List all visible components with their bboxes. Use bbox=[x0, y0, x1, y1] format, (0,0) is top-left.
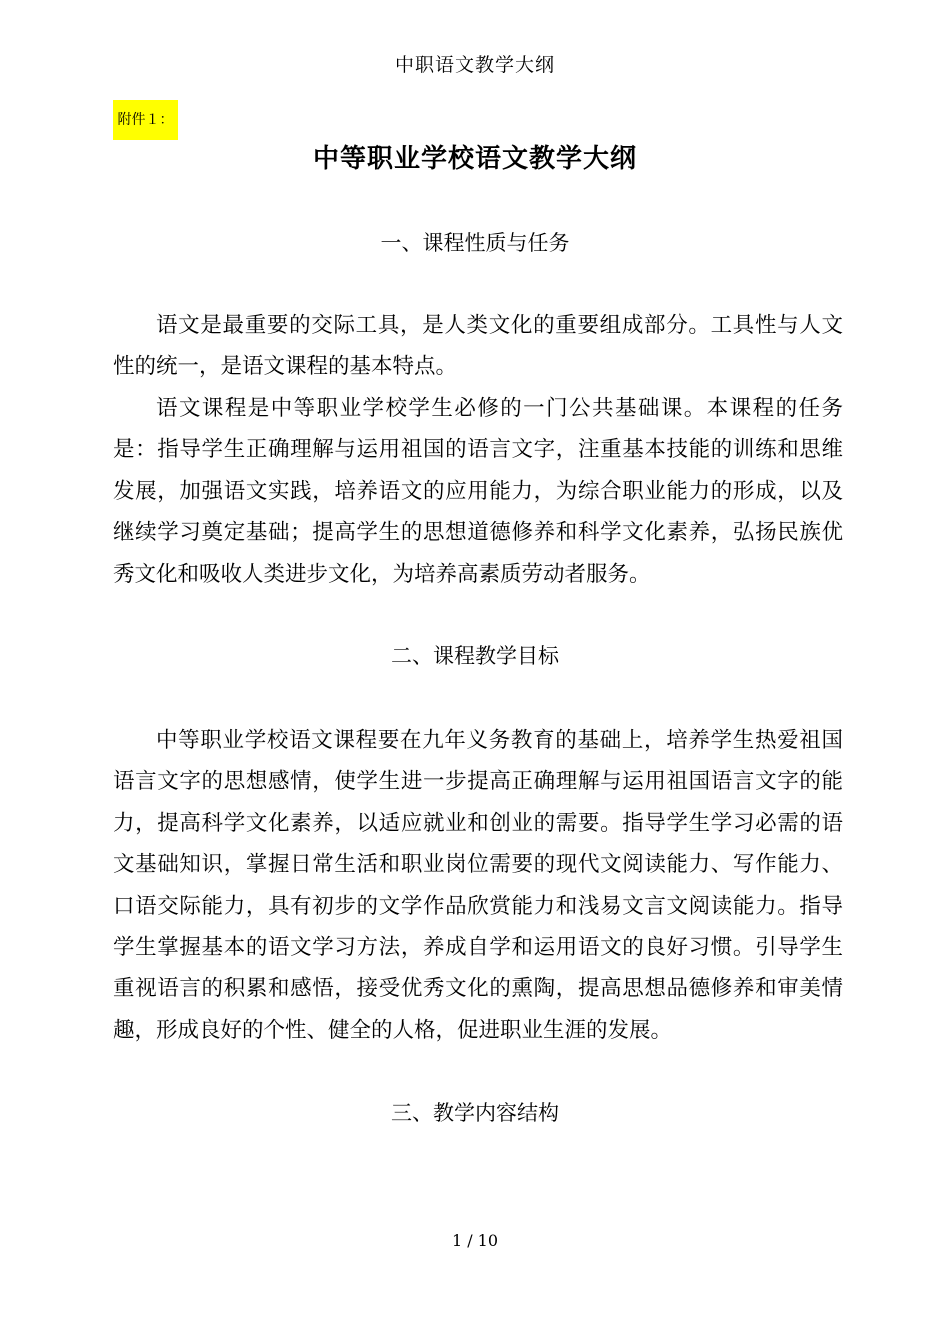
section-heading-1: 一、课程性质与任务 bbox=[380, 231, 570, 255]
paragraph-1: 语文是最重要的交际工具，是人类文化的重要组成部分。工具性与人文性的统一，是语文课程的基本特点。 bbox=[113, 313, 843, 380]
page-number: 1 / 10 bbox=[451, 1231, 499, 1250]
document-title: 中等职业学校语文教学大纲 bbox=[312, 144, 637, 174]
attachment-label: 附件１： bbox=[113, 100, 178, 140]
paragraph-2: 语文课程是中等职业学校学生必修的一门公共基础课。本课程的任务是：指导学生正确理解与运用祖国的语言文字，注重基本技能的训练和思维发展，加强语文实践，培养语文的应用能力，为综合职业能力的形成，以及继续学习奠定基础；提高学生的思想道德修养和科学文化素养，弘扬民族优秀文化和吸收人类进步文化，为培养高素质劳动者服务。 bbox=[113, 396, 843, 587]
paragraph-3: 中等职业学校语文课程要在九年义务教育的基础上，培养学生热爱祖国语言文字的思想感情，使学生进一步提高正确理解与运用祖国语言文字的能力，提高科学文化素养，以适应就业和创业的需要。指导学生学习必需的语文基础知识，掌握日常生活和职业岗位需要的现代文阅读能力、写作能力、口语交际能力，具有初步的文学作品欣赏能力和浅易文言文阅读能力。指导学生掌握基本的语文学习方法，养成自学和运用语文的良好习惯。引导学生重视语言的积累和感悟，接受优秀文化的熏陶，提高思想品德修养和审美情趣，形成良好的个性、健全的人格，促进职业生涯的发展。 bbox=[113, 728, 843, 1043]
section-heading-2: 二、课程教学目标 bbox=[391, 644, 559, 668]
section-heading-3: 三、教学内容结构 bbox=[391, 1101, 559, 1125]
page-header: 中职语文教学大纲 bbox=[394, 54, 555, 76]
